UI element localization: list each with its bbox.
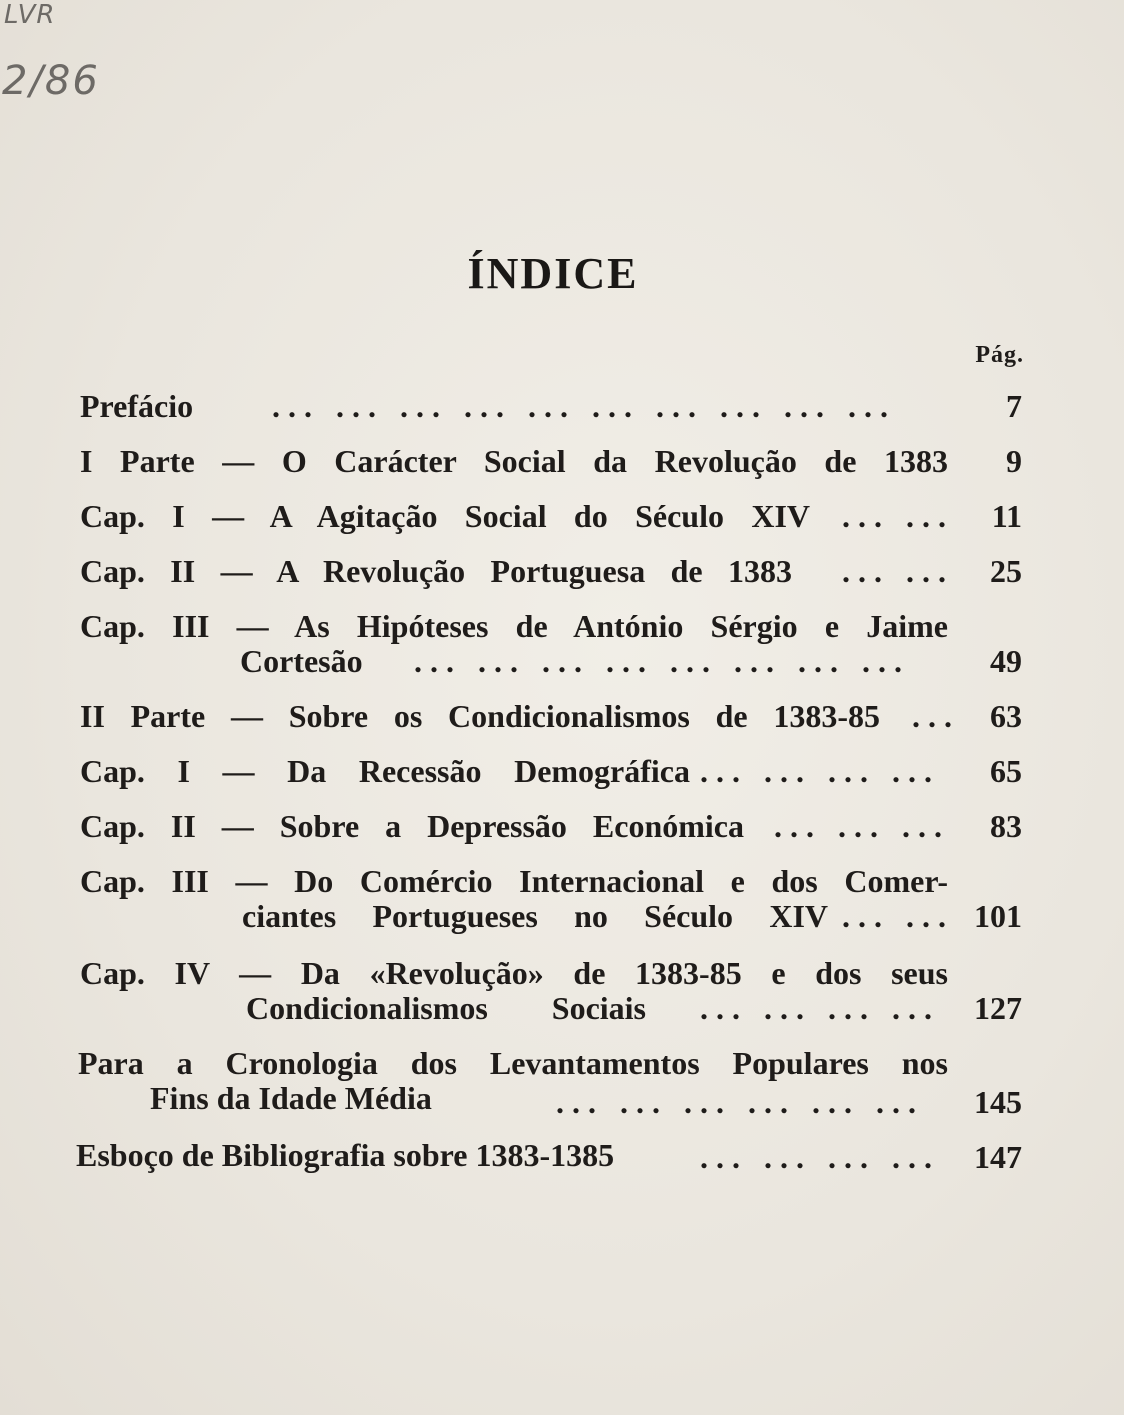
dot-leader: ... ... ... ... ... ... ... ... ... ...: [272, 388, 896, 424]
toc-entry-label: Cap. I — A Agitação Social do Século XIV: [80, 498, 810, 534]
toc-entry-label-continued: Cortesão: [240, 643, 363, 679]
toc-entry-page: 63: [990, 698, 1022, 734]
toc-entry-label: Cap. III — Do Comércio Internacional e dos Comer-: [80, 863, 948, 899]
toc-entry-page: 9: [1006, 443, 1022, 479]
toc-entry-label: Cap. IV — Da «Revolução» de 1383-85 e dos seus: [80, 955, 948, 991]
dot-leader: ... ... ... ... ... ... ... ...: [414, 643, 910, 679]
toc-entry-label: Cap. II — Sobre a Depressão Económica: [80, 808, 744, 844]
dot-leader: ... ... ... ... ... ...: [556, 1084, 924, 1120]
toc-entry-label: I Parte — O Carácter Social da Revolução de 1383: [80, 443, 948, 479]
toc-entry-page: 127: [974, 990, 1022, 1026]
handwritten-note-line-2: 2/86: [2, 58, 100, 104]
toc-entry-cronologia: [78, 1045, 948, 1081]
toc-entry-page: 65: [990, 753, 1022, 789]
dot-leader: ... ...: [842, 553, 954, 589]
toc-entry-cap-ii-b: [80, 808, 744, 844]
toc-entry-page: 145: [974, 1084, 1022, 1120]
toc-entry-label: Cap. III — As Hipóteses de António Sérgio e Jaime: [80, 608, 948, 644]
toc-entry-label: Cap. I — Da Recessão Demográfica: [80, 753, 690, 789]
toc-entry-page: 147: [974, 1139, 1022, 1175]
toc-entry-cap-ii: [80, 553, 792, 589]
toc-entry-cap-i: [80, 498, 810, 534]
toc-entry-label-continued: ciantes Portugueses no Século XIV: [242, 898, 828, 934]
toc-entry-page: 25: [990, 553, 1022, 589]
toc-entry-label: Prefácio: [80, 388, 194, 424]
toc-entry-label: Para a Cronologia dos Levantamentos Populares nos: [78, 1045, 948, 1081]
page-column-header: Pág.: [975, 342, 1024, 368]
dot-leader: ...: [912, 698, 960, 734]
toc-entry-label: Esboço de Bibliografia sobre 1383-1385: [76, 1137, 615, 1173]
toc-entry-page: 11: [991, 498, 1022, 534]
dot-leader: ... ... ... ...: [700, 990, 940, 1026]
dot-leader: ... ...: [842, 898, 954, 934]
toc-entry-cap-i-b: [80, 753, 690, 789]
toc-entry-label-continued: Condicionalismos Sociais: [246, 990, 646, 1026]
toc-entry-label: Cap. II — A Revolução Portuguesa de 1383: [80, 553, 792, 589]
page-title: ÍNDICE: [467, 249, 639, 298]
dot-leader: ... ...: [842, 498, 954, 534]
toc-entry-page: 83: [990, 808, 1022, 844]
toc-entry-label-continued: Fins da Idade Média: [150, 1080, 432, 1116]
toc-entry-ii-parte: [80, 698, 880, 734]
toc-entry-page: 101: [974, 898, 1022, 934]
toc-entry-cap-iv: [80, 955, 948, 991]
dot-leader: ... ... ...: [774, 808, 950, 844]
toc-entry-page: 49: [990, 643, 1022, 679]
toc-entry-label: II Parte — Sobre os Condicionalismos de 1383-85: [80, 698, 880, 734]
toc-entry-cap-iii: [80, 608, 948, 644]
handwritten-note-line-1: LVR: [4, 0, 56, 30]
dot-leader: ... ... ... ...: [700, 1139, 940, 1175]
dot-leader: ... ... ... ...: [700, 753, 940, 789]
toc-entry-cap-iii-b: [80, 863, 948, 899]
toc-entry-page: 7: [1006, 388, 1022, 424]
toc-entry-i-parte: [80, 443, 948, 479]
